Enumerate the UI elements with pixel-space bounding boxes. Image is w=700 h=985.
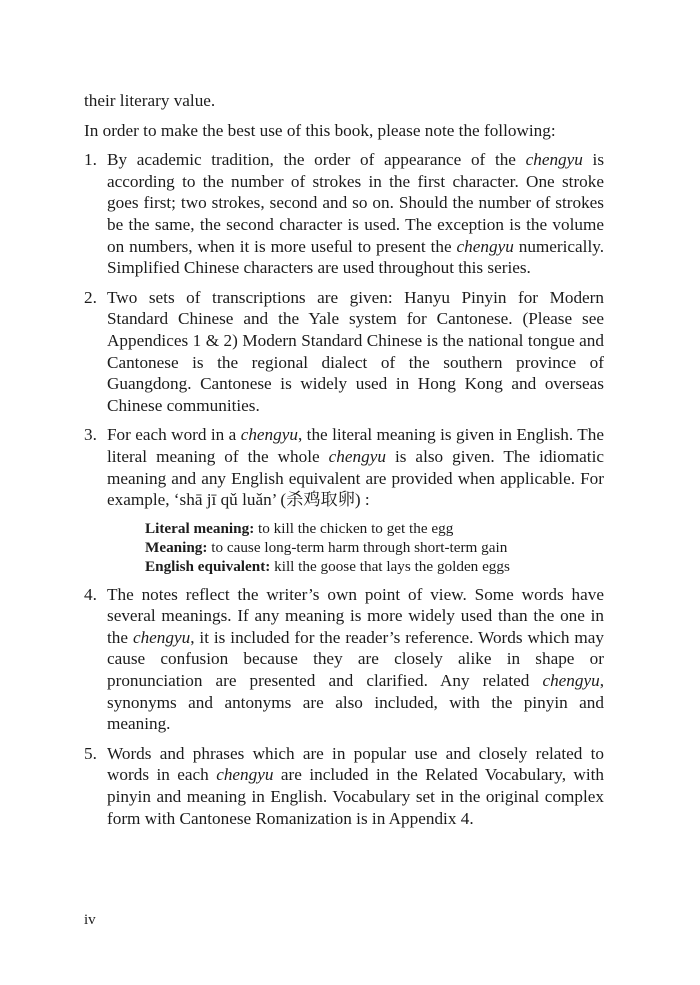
text-run: is according to the number of strokes in the first character. One stroke goes first; two strokes, second and so on. Should the number of strokes be the same, the second character is used. The exception is the volume on numbers, when it is more useful to present the	[107, 150, 605, 256]
text-run: numerically. Simplified Chinese characters are used throughout this series.	[107, 236, 604, 278]
list-item-number: 5.	[84, 743, 97, 763]
example-label: Meaning:	[145, 538, 208, 556]
text-run: is also given. The idiomatic meaning and any English equivalent are provided when applicable. For example, ‘shā jī qǔ luǎn’ (杀鸡取卵) :	[107, 446, 604, 510]
italic-term: chengyu	[542, 671, 600, 691]
text-run: For each word in a	[107, 425, 241, 445]
list-item	[84, 149, 604, 279]
list-item	[84, 743, 604, 829]
list-item-number: 3.	[84, 425, 97, 445]
italic-term: chengyu	[456, 236, 514, 256]
example-value: to cause long-term harm through short-term gain	[211, 538, 508, 556]
example-value: to kill the chicken to get the egg	[258, 519, 454, 537]
continuation-paragraph: their literary value.	[84, 91, 216, 110]
list-item-number: 4.	[84, 584, 97, 604]
italic-term: chengyu	[328, 446, 386, 466]
example-value: kill the goose that lays the golden eggs	[274, 557, 510, 575]
text-run: are included in the Related Vocabulary, with pinyin and meaning in English. Vocabulary set in the original complex form with Cantonese Romanization is in Appendix 4.	[107, 765, 604, 828]
notes-list	[84, 149, 604, 829]
document-page	[84, 90, 604, 837]
example-line	[145, 519, 604, 538]
example-label: English equivalent:	[145, 557, 271, 575]
list-item-text	[107, 288, 604, 415]
text-run: , synonyms and antonyms are also included, with the pinyin and meaning.	[107, 671, 604, 734]
text-run: , the literal meaning is given in English. The literal meaning of the whole	[107, 425, 604, 466]
example-line	[145, 557, 604, 576]
list-item-number: 2.	[84, 287, 97, 307]
list-item-text	[107, 585, 604, 734]
text-run: , it is included for the reader’s reference. Words which may cause confusion because they are closely alike in shape or pronunciation are presented and clarified. Any related	[107, 627, 605, 691]
italic-term: chengyu	[240, 425, 298, 445]
list-item	[84, 424, 604, 575]
italic-term: chengyu	[525, 150, 583, 170]
page-number: iv	[84, 912, 96, 928]
example-block	[145, 519, 604, 576]
text-run: By academic tradition, the order of appearance of the	[107, 150, 526, 170]
example-label: Literal meaning:	[145, 519, 255, 537]
list-item	[84, 584, 604, 735]
list-item-text	[107, 744, 604, 828]
italic-term: chengyu	[216, 765, 274, 785]
list-item-text	[107, 150, 604, 277]
list-item	[84, 287, 604, 417]
text-run: The notes reflect the writer’s own point of view. Some words have several meanings. If any meaning is more widely used than the one in the	[107, 584, 604, 647]
italic-term: chengyu	[132, 627, 191, 647]
text-run: Words and phrases which are in popular use and closely related to words in each	[107, 743, 604, 785]
text-run: Two sets of transcriptions are given: Hanyu Pinyin for Modern Standard Chinese and the Yale system for Cantonese. (Please see Appendices 1 & 2) Modern Standard Chinese is the national tongue and Cantonese is the regional dialect of the southern province of Guangdong. Cantonese is widely used in Hong Kong and overseas Chinese communities.	[107, 287, 604, 415]
example-line	[145, 538, 604, 557]
list-item-number: 1.	[84, 150, 97, 170]
intro-paragraph: In order to make the best use of this book, please note the following:	[84, 120, 556, 140]
list-item-text	[107, 425, 604, 509]
